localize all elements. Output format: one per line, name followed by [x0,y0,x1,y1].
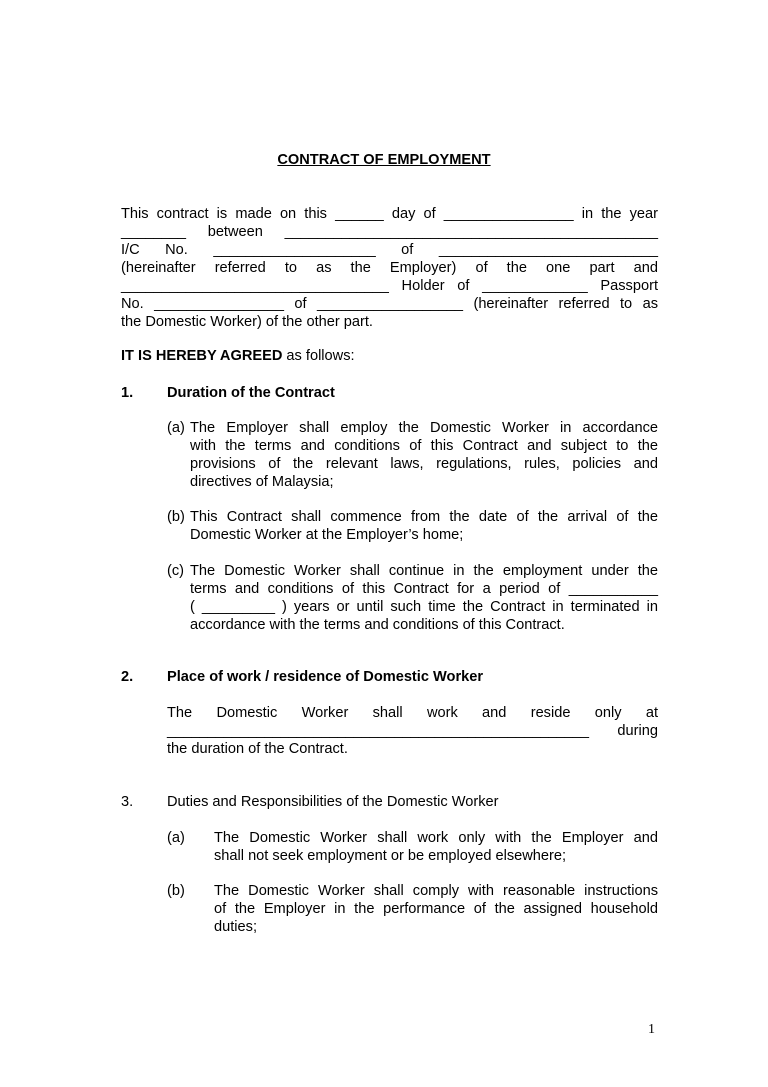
section-2-heading [121,668,483,686]
agreed-rest: as follows: [282,348,355,364]
section-number: 2. [121,669,134,685]
section-title: Place of work / residence of Domestic Worker [167,669,484,685]
item-line: terms and conditions of this Contract for a period of ___________ [190,581,658,597]
section-3-item-b [167,882,658,936]
item-label: (b) [167,883,185,899]
item-label: (a) [167,830,185,846]
item-line: ( _________ ) years or until such time the Contract in terminated in [190,599,658,615]
section-number: 1. [121,385,134,401]
section-number: 3. [121,794,134,810]
section-line: ____________________________________________________ during [167,723,658,739]
intro-line: (hereinafter referred to as the Employer) of the one part and [121,260,658,276]
section-3-item-a [167,829,658,865]
intro-line: _________________________________ Holder of _____________ Passport [121,278,658,294]
item-line: This Contract shall commence from the date of the arrival of the [190,509,658,525]
section-1-heading [121,384,335,402]
intro-paragraph [121,205,658,331]
section-1-item-a [167,419,658,491]
item-line: shall not seek employment or be employed elsewhere; [214,848,567,864]
intro-line: the Domestic Worker) of the other part. [121,314,373,330]
section-title: Duties and Responsibilities of the Domestic Worker [167,794,499,810]
intro-line: I/C No. ____________________ of ___________________________ [121,242,658,258]
intro-line: This contract is made on this ______ day of ________________ in the year [121,206,658,222]
item-label: (c) [167,563,185,579]
section-line: the duration of the Contract. [167,741,348,757]
intro-line: No. ________________ of __________________ (hereinafter referred to as [121,296,658,312]
section-1-item-c [167,562,658,634]
document-title: CONTRACT OF EMPLOYMENT [277,152,491,168]
agreed-bold: IT IS HEREBY AGREED [121,348,283,364]
section-line: The Domestic Worker shall work and reside only at [167,705,658,721]
item-line: The Domestic Worker shall continue in the employment under the [190,563,658,579]
item-line: Domestic Worker at the Employer’s home; [190,527,464,543]
intro-line: ________ between ______________________________________________ [121,224,658,240]
agreed-paragraph [121,347,658,365]
item-line: The Domestic Worker shall work only with the Employer and [214,830,658,846]
item-line: accordance with the terms and conditions of this Contract. [190,617,565,633]
section-2-body [167,704,658,758]
item-line: with the terms and conditions of this Contract and subject to the [190,438,658,454]
section-3-heading [121,793,498,811]
section-1-item-b [167,508,658,544]
item-label: (a) [167,420,185,436]
item-line: duties; [214,919,257,935]
page-number: 1 [648,1022,655,1037]
item-label: (b) [167,509,185,525]
item-line: The Domestic Worker shall comply with reasonable instructions [214,883,658,899]
section-title: Duration of the Contract [167,385,335,401]
item-line: provisions of the relevant laws, regulations, rules, policies and [190,456,658,472]
item-line: of the Employer in the performance of the assigned household [214,901,658,917]
item-line: The Employer shall employ the Domestic Worker in accordance [190,420,658,436]
item-line: directives of Malaysia; [190,474,334,490]
